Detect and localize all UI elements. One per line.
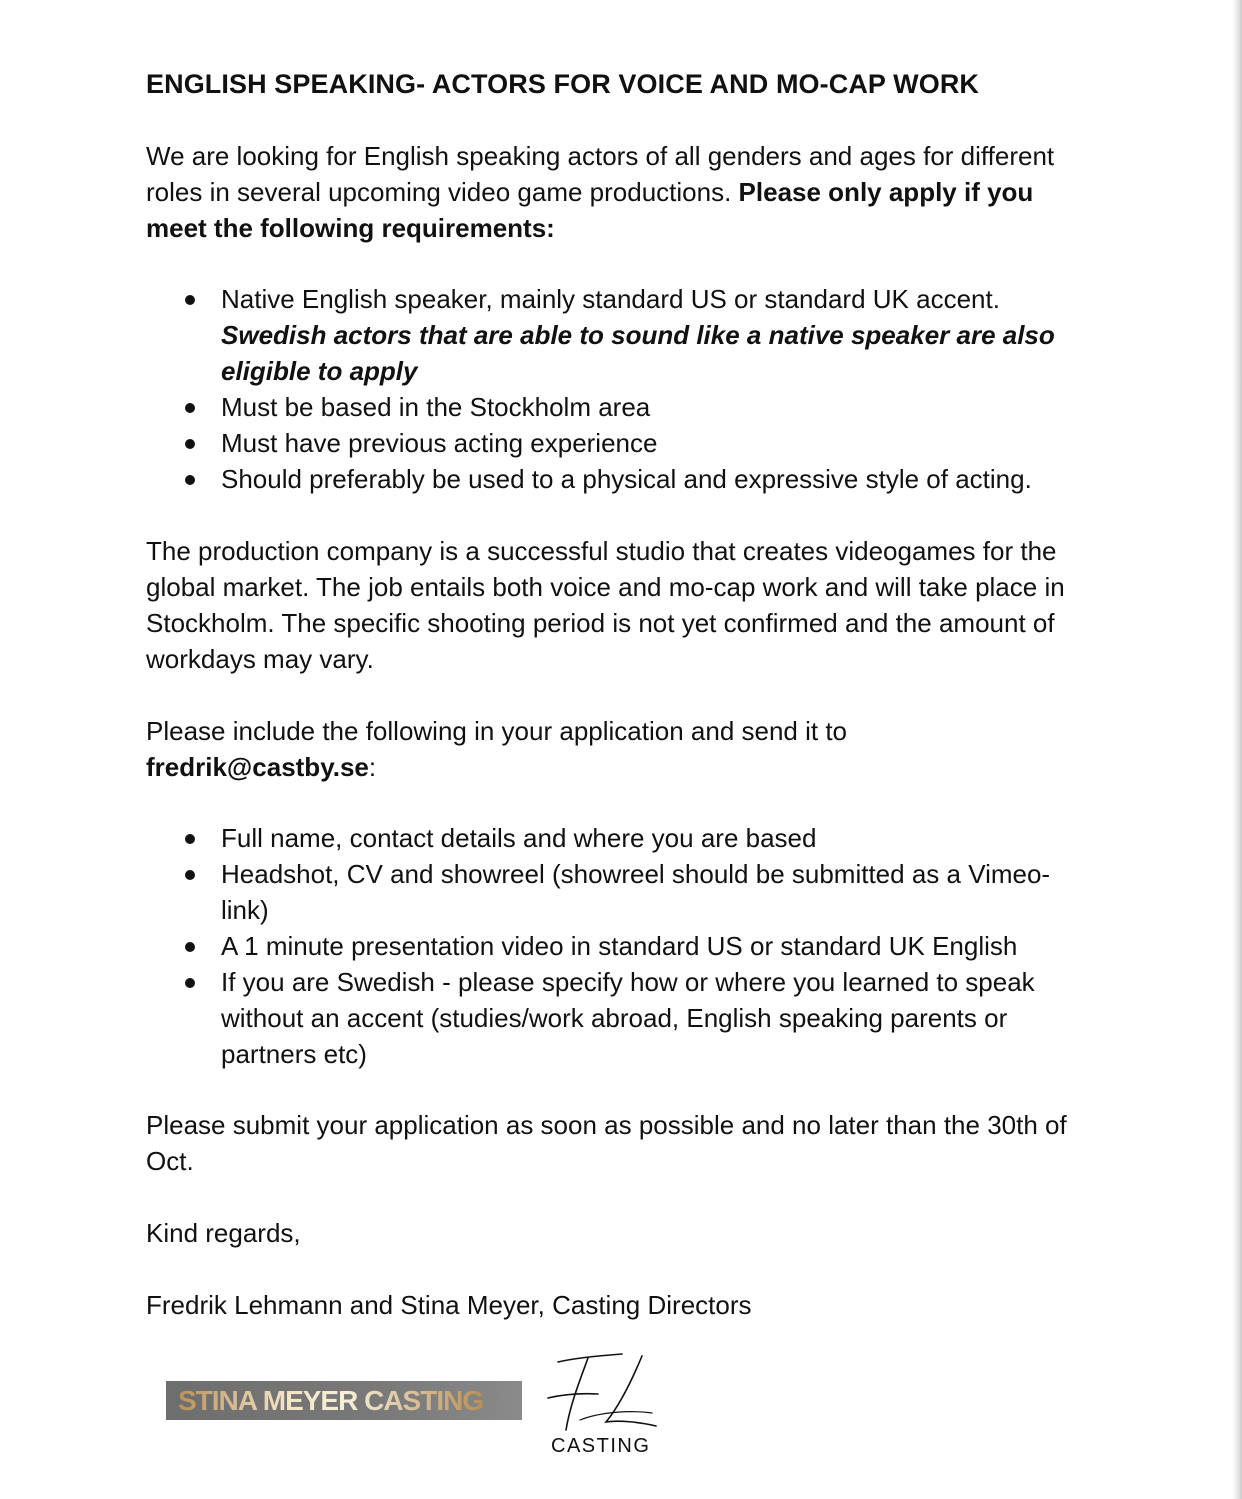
list-item xyxy=(146,964,1086,1072)
application-items-list xyxy=(146,820,1086,1072)
application-item-text: Full name, contact details and where you are based xyxy=(221,823,817,853)
list-item xyxy=(146,389,1086,425)
intro-text: We are looking for English speaking actors of all genders and ages for different roles in several upcoming video game productions. xyxy=(146,141,1055,207)
list-item xyxy=(146,281,1086,389)
bullet-icon xyxy=(185,870,195,880)
signature-line: Fredrik Lehmann and Stina Meyer, Casting Directors xyxy=(146,1290,752,1320)
production-paragraph: The production company is a successful studio that creates videogames for the global market. The job entails both voice and mo-cap work and will take place in Stockholm. The specific shooting period is not yet confirmed and the amount of workdays may vary. xyxy=(146,536,1065,674)
bullet-icon xyxy=(185,834,195,844)
bullet-icon xyxy=(185,403,195,413)
list-item xyxy=(146,820,1086,856)
stina-meyer-casting-logo xyxy=(166,1381,522,1420)
requirement-emphasis: Swedish actors that are able to sound like a native speaker are also eligible to apply xyxy=(221,320,1055,386)
fl-monogram-icon xyxy=(540,1350,670,1435)
bullet-icon xyxy=(185,475,195,485)
list-item xyxy=(146,425,1086,461)
deadline-paragraph: Please submit your application as soon as possible and no later than the 30th of Oct. xyxy=(146,1110,1067,1176)
application-paragraph xyxy=(146,713,1086,785)
requirement-text: Must have previous acting experience xyxy=(221,428,658,458)
application-email: fredrik@castby.se xyxy=(146,752,369,782)
document-body xyxy=(146,64,1086,1323)
application-text: Please include the following in your application and send it to xyxy=(146,716,848,746)
requirements-list xyxy=(146,281,1086,497)
intro-bold-requirement: Please only apply if you meet the following requirements: xyxy=(146,177,1034,243)
bullet-icon xyxy=(185,942,195,952)
application-item-text: Headshot, CV and showreel (showreel should be submitted as a Vimeo-link) xyxy=(221,859,1051,925)
application-item-text: If you are Swedish - please specify how or where you learned to speak without an accent (studies/work abroad, English speaking parents or partners etc) xyxy=(221,967,1035,1069)
application-item-text: A 1 minute presentation video in standard US or standard UK English xyxy=(221,931,1018,961)
bullet-icon xyxy=(185,439,195,449)
closing-text: Kind regards, xyxy=(146,1218,301,1248)
bullet-icon xyxy=(185,978,195,988)
requirement-text: Native English speaker, mainly standard US or standard UK accent. xyxy=(221,284,1000,314)
requirement-text: Should preferably be used to a physical and expressive style of acting. xyxy=(221,464,1032,494)
stina-meyer-logo-text: STINA MEYER CASTING xyxy=(178,1384,484,1416)
document-title: ENGLISH SPEAKING- ACTORS FOR VOICE AND MO-CAP WORK xyxy=(146,69,980,99)
application-suffix: : xyxy=(368,752,377,782)
list-item xyxy=(146,928,1086,964)
intro-paragraph xyxy=(146,138,1086,246)
bullet-icon xyxy=(185,295,195,305)
requirement-text: Must be based in the Stockholm area xyxy=(221,392,651,422)
fl-casting-label: CASTING xyxy=(551,1435,651,1457)
list-item xyxy=(146,856,1086,928)
page-edge-shadow xyxy=(1232,0,1242,1499)
list-item xyxy=(146,461,1086,497)
